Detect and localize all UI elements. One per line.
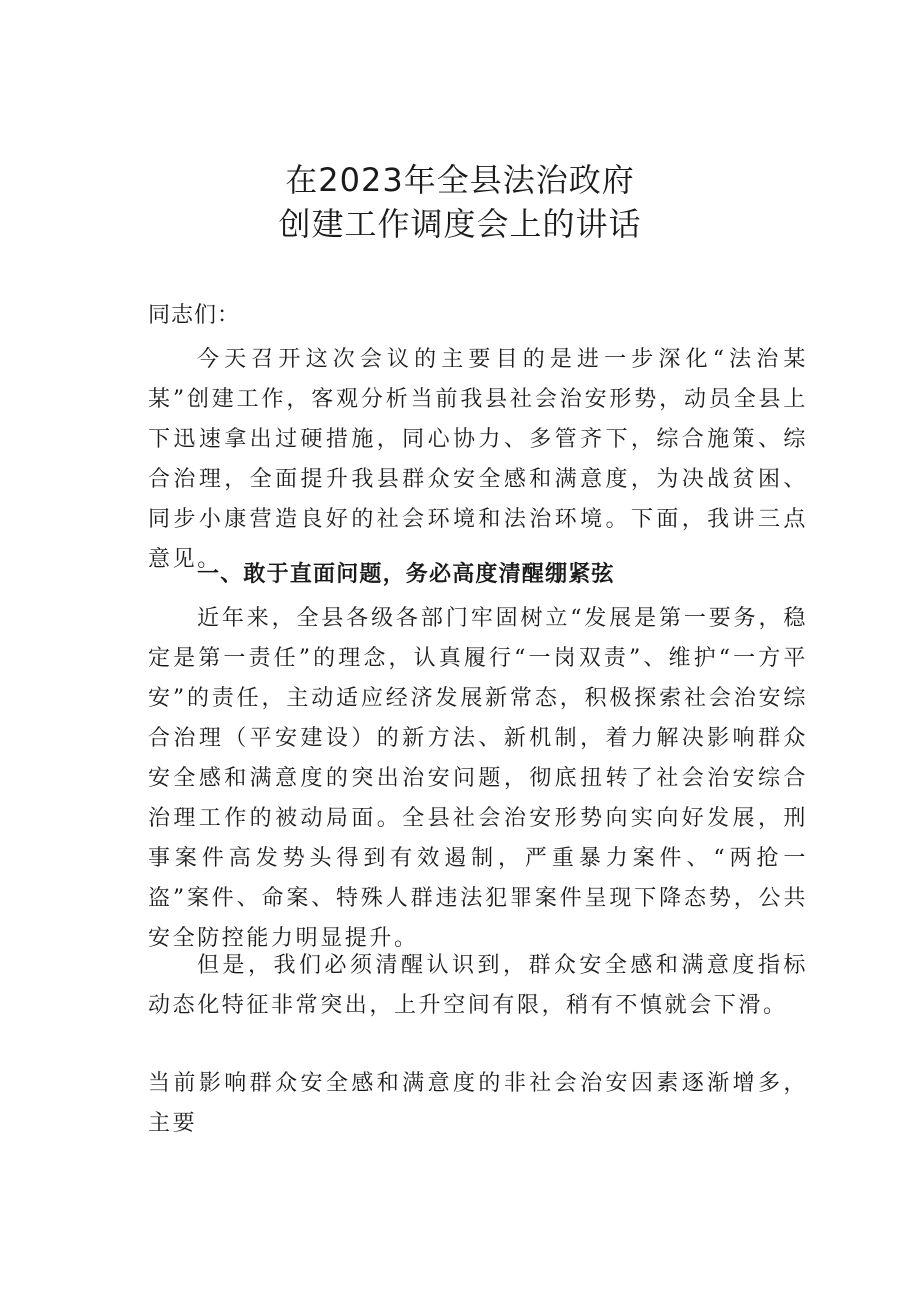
- section-1-paragraph-1: 近年来，全县各级各部门牢固树立“发展是第一要务，稳定是第一责任”的理念，认真履行“一岗双责”、维护“一方平安”的责任，主动适应经济发展新常态，积极探索社会治安综合治理（平安建设）的新方法、新机制，着力解决影响群众安全感和满意度的突出治安问题，彻底扭转了社会治安综合治理工作的被动局面。全县社会治安形势向实向好发展，刑事案件高发势头得到有效遏制，严重暴力案件、“两抢一盗”案件、命案、特殊人群违法犯罪案件呈现下降态势，公共安全防控能力明显提升。: [148, 606, 808, 951]
- section-1-paragraph-3: 当前影响群众安全感和满意度的非社会治安因素逐渐增多，主要: [148, 1071, 808, 1136]
- section-1-paragraph-2: 但是，我们必须清醒认识到，群众安全感和满意度指标动态化特征非常突出，上升空间有限，稍有不慎就会下滑。: [148, 953, 808, 1018]
- salutation: 同志们：: [148, 303, 241, 328]
- intro-paragraph: 今天召开这次会议的主要目的是进一步深化“法治某某”创建工作，客观分析当前我县社会治安形势，动员全县上下迅速拿出过硬措施，同心协力、多管齐下，综合施策、综合治理，全面提升我县群众安全感和满意度，为决战贫困、同步小康营造良好的社会环境和法治环境。下面，我讲三点意见。: [148, 347, 808, 572]
- document-title-line-2: 创建工作调度会上的讲话: [278, 205, 642, 243]
- section-1-heading: 一、敢于直面问题，务必高度清醒绷紧弦: [197, 562, 615, 587]
- document-title-line-1: 在2023年全县法治政府: [285, 161, 635, 199]
